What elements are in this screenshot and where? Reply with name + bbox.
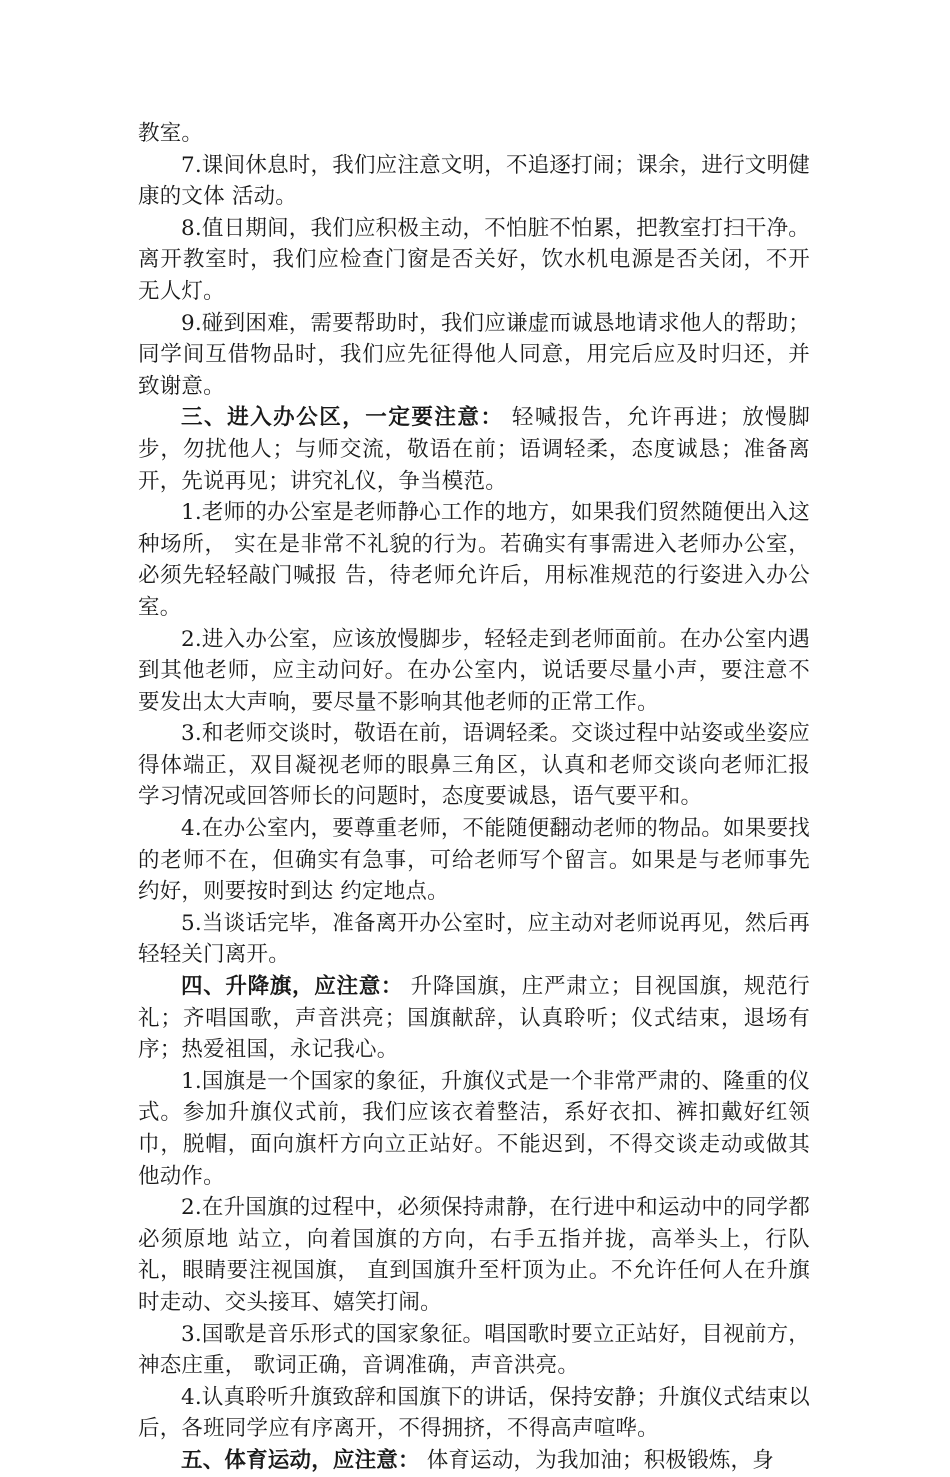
- paragraph-text: 升降国旗，庄严肃立；目视国旗，规范行礼；齐唱国歌，声音洪亮；国旗献辞，认真聆听；仪式结束，退场有序；热爱祖国，永记我心。: [138, 974, 810, 1063]
- paragraph-item-7: [138, 150, 810, 213]
- paragraph-text: 4.在办公室内，要尊重老师，不能随便翻动老师的物品。如果要找的老师不在，但确实有急事，可给老师写个留言。如果是与老师事先约好，则要按时到达 约定地点。: [138, 816, 810, 905]
- paragraph-office-2: [138, 624, 810, 719]
- document-page: [138, 118, 810, 1477]
- paragraph-item-9: [138, 308, 810, 403]
- paragraph-text: 3.和老师交谈时，敬语在前，语调轻柔。交谈过程中站姿或坐姿应得体端正，双目凝视老师的眼鼻三角区，认真和老师交谈向老师汇报学习情况或回答师长的问题时，态度要诚恳，语气要平和。: [138, 721, 810, 810]
- paragraph-text: 体育运动，为我加油；积极锻炼，身: [419, 1447, 774, 1473]
- paragraph-text: 2.在升国旗的过程中，必须保持肃静，在行进中和运动中的同学都必须原地 站立，向着国旗的方向，右手五指并拢，高举头上，行队礼，眼睛要注视国旗， 直到国旗升至杆顶为止。不允许任何人在升旗时走动、交头接耳、嬉笑打闹。: [138, 1195, 810, 1315]
- paragraph-office-5: [138, 908, 810, 971]
- paragraph-text: 1.老师的办公室是老师静心工作的地方，如果我们贸然随便出入这种场所， 实在是非常不礼貌的行为。若确实有事需进入老师办公室，必须先轻轻敲门喊报 告，待老师允许后，用标准规范的行姿进入办公室。: [138, 500, 810, 620]
- paragraph-text: 1.国旗是一个国家的象征，升旗仪式是一个非常严肃的、隆重的仪式。参加升旗仪式前，我们应该衣着整洁，系好衣扣、裤扣戴好红领巾，脱帽，面向旗杆方向立正站好。不能迟到，不得交谈走动或做其他动作。: [138, 1068, 810, 1189]
- paragraph-text: 9.碰到困难，需要帮助时，我们应谦虚而诚恳地请求他人的帮助；同学间互借物品时，我们应先征得他人同意，用完后应及时归还，并致谢意。: [138, 310, 810, 399]
- paragraph-text: 5.当谈话完毕，准备离开办公室时，应主动对老师说再见，然后再轻轻关门离开。: [138, 910, 810, 968]
- paragraph-text: 8.值日期间，我们应积极主动，不怕脏不怕累，把教室打扫干净。离开教室时，我们应检查门窗是否关好，饮水机电源是否关闭，不开无人灯。: [138, 215, 810, 304]
- paragraph-flag-1: [138, 1066, 810, 1192]
- paragraph-office-4: [138, 813, 810, 908]
- section-3-intro: [138, 402, 810, 497]
- paragraph-text: 教室。: [138, 121, 204, 146]
- section-heading: 三、进入办公区，一定要注意：: [181, 405, 504, 431]
- paragraph-text: 7.课间休息时，我们应注意文明，不追逐打闹；课余，进行文明健康的文体 活动。: [138, 152, 810, 210]
- paragraph-text: 2.进入办公室，应该放慢脚步，轻轻走到老师面前。在办公室内遇到其他老师，应主动问好。在办公室内，说话要尽量小声，要注意不要发出太大声响，要尽量不影响其他老师的正常工作。: [138, 626, 810, 715]
- paragraph-office-1: [138, 497, 810, 623]
- paragraph-continuation: [138, 118, 810, 150]
- paragraph-text: 3.国歌是音乐形式的国家象征。唱国歌时要立正站好，目视前方，神态庄重， 歌词正确，音调准确，声音洪亮。: [138, 1321, 810, 1379]
- paragraph-flag-3: [138, 1319, 810, 1382]
- section-4-intro: [138, 971, 810, 1066]
- paragraph-item-8: [138, 213, 810, 308]
- paragraph-flag-2: [138, 1192, 810, 1318]
- section-heading: 四、升降旗，应注意：: [181, 974, 404, 1000]
- paragraph-text: 轻喊报告，允许再进；放慢脚步，勿扰他人；与师交流，敬语在前；语调轻柔，态度诚恳；准备离开，先说再见；讲究礼仪，争当模范。: [138, 405, 810, 494]
- paragraph-office-3: [138, 718, 810, 813]
- section-heading: 五、体育运动，应注意：: [181, 1447, 420, 1473]
- paragraph-text: 4.认真聆听升旗致辞和国旗下的讲话，保持安静；升旗仪式结束以后，各班同学应有序离开，不得拥挤，不得高声喧哗。: [138, 1384, 810, 1442]
- paragraph-flag-4: [138, 1382, 810, 1445]
- section-5-intro: [138, 1445, 810, 1477]
